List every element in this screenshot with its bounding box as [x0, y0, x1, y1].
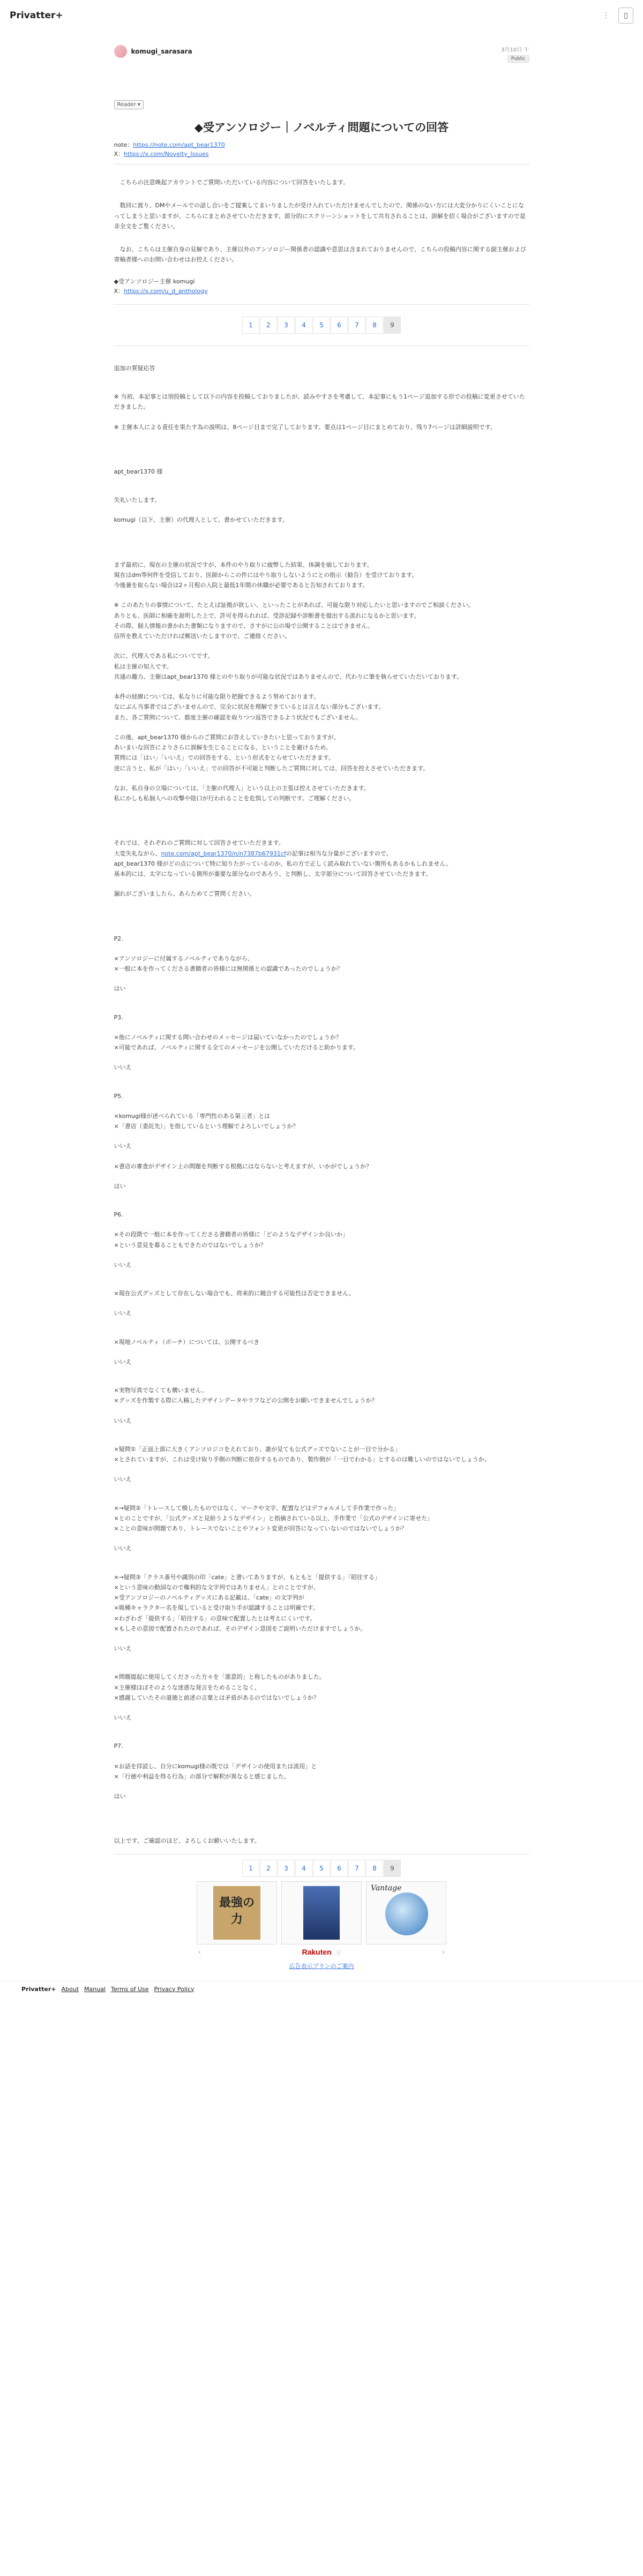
- body-line: いいえ: [114, 1358, 132, 1365]
- footer-brand[interactable]: Privatter+: [21, 1985, 56, 1993]
- body-line: まず最初に、現在の主催の状況ですが、本件のやり取りに疲弊した結果、体調を崩しております。: [114, 561, 373, 568]
- spacer: [114, 1347, 529, 1357]
- body-line: 共通の趣力、主催はapt_bear1370 様とのやり取りが可能な状況ではありませんので、代わりに筆を執らせていただいております。: [114, 673, 463, 680]
- spacer: [114, 1485, 529, 1503]
- chevron-left-icon[interactable]: ‹: [198, 1948, 201, 1956]
- body-line: いいえ: [114, 1143, 132, 1150]
- pagination-bottom: [114, 1860, 529, 1877]
- body-line: はい: [114, 985, 126, 993]
- page-button[interactable]: 7: [348, 1860, 365, 1877]
- spacer: [114, 1752, 529, 1761]
- reader-label: Reader: [117, 102, 136, 108]
- ad-info-link[interactable]: 広告表示プランのご案内: [289, 1962, 354, 1970]
- body-line: ×その段階で一般に本を作ってくださる書籍者の皆様に「どのようなデザインか良いか」: [114, 1231, 348, 1238]
- body-line: 基本的には、太字になっている箇所が重要な部分なのであろう、と判断し、太字部分について回答させていただきます。: [114, 870, 432, 878]
- body-line: 以上です。ご確認のほど、よろしくお願いいたします。: [114, 1837, 260, 1845]
- body-line: 信所を教えていただければ郵送いたしますので、ご連絡ください。: [114, 633, 291, 640]
- x-prefix: X：: [114, 151, 124, 158]
- post-container: [114, 31, 529, 1970]
- page-button[interactable]: 3: [278, 317, 295, 334]
- body-line: ×とされていますが、これは受け取り手側の判断に依存するものであり、製作側が「一目でわかる」とするのは難しいのではないでしょうか。: [114, 1456, 490, 1463]
- spacer: [114, 1220, 529, 1229]
- body-line: ×もしその意図で配置されたのであれば、そのデザイン意図をご説明いただけますでしょうか。: [114, 1625, 367, 1632]
- body-text-segment: の記事は相当な分量がございますので、: [286, 850, 392, 857]
- body-line: 私にかしも私個人への攻撃や陰口が行われることを危惧しての判断です。ご理解ください。: [114, 795, 355, 802]
- body-line: ×わざわざ「提供する」「昭往する」の意味で配置したとは考えにくいです。: [114, 1614, 316, 1622]
- visibility-badge: Public: [507, 55, 529, 63]
- expand-icon: ▾: [137, 102, 140, 108]
- top-actions: [599, 7, 633, 24]
- spacer: [114, 879, 529, 889]
- info-icon[interactable]: ⓘ: [335, 1950, 341, 1956]
- spacer: [114, 641, 529, 651]
- post-date: 3月10日 午: [501, 47, 529, 53]
- footer-link-privacy[interactable]: Privacy Policy: [154, 1985, 195, 1993]
- spacer: [114, 944, 529, 953]
- page-title: ◆受アンソロジー｜ノベルティ問題についての回答: [194, 121, 449, 134]
- page-button[interactable]: 4: [295, 317, 312, 334]
- body-line: いいえ: [114, 1545, 132, 1552]
- spacer: [114, 1319, 529, 1337]
- page-button[interactable]: 9: [384, 1860, 401, 1877]
- body-line: P3.: [114, 1013, 123, 1021]
- note-link-line: [114, 140, 529, 149]
- page-button[interactable]: 1: [242, 1860, 259, 1877]
- spacer: [114, 1801, 529, 1836]
- ad-carousel: [114, 1881, 529, 1944]
- body-line: なにぶん当事者ではございませんので、完全に状況を理解できているとは言えない部分もございます。: [114, 703, 385, 711]
- body-line: ×主催様ほぼそのような迷惑な発言をためることなく、: [114, 1684, 260, 1691]
- ad-card[interactable]: [197, 1881, 277, 1944]
- body-line: 追加の質疑応答: [114, 364, 155, 372]
- spacer: [114, 803, 529, 838]
- spacer: [114, 432, 529, 467]
- body-line: ×→疑問③「クラス番号や識別の印「cate」と書いてありますが、もともと「提供する」「昭往する」: [114, 1573, 380, 1581]
- body-line: 次に、代理人である私についてです。: [114, 652, 214, 660]
- spacer: [114, 373, 529, 392]
- body-line: あいまいな回答によりさらに誤解を生じることになる、ということを避けるため、: [114, 744, 332, 752]
- spacer: [114, 590, 529, 600]
- top-bar: [0, 0, 643, 31]
- body-line: ※ 主催本人による責任を果たす為の説明は、8ページ目まで完了しております。要点は1ページ目にまとめており、残り7ページは詳細説明です。: [114, 423, 496, 431]
- body-line: また、各ご質問について、都度主催の確認を取りつつ返答できるよう状況でもございません。: [114, 714, 362, 721]
- body-line: なお、私自身の立場については、「主催の代理人」という以上の主張は控えさせていただきます。: [114, 784, 370, 792]
- ad-card-text: 最強の力: [219, 1895, 255, 1926]
- signature-x-line: [114, 287, 529, 297]
- page-button[interactable]: 5: [313, 1860, 330, 1877]
- menu-icon[interactable]: ▯: [618, 7, 633, 24]
- body-line: ×という意見を募ることもできたのではないでしょうか？: [114, 1241, 266, 1249]
- body-line: apt_bear1370 様: [114, 468, 163, 475]
- body-line: P2.: [114, 935, 123, 942]
- body-line: ×問題提起に使用してくださった方々を「悪意的」と称したものがありました。: [114, 1673, 325, 1681]
- body-line: P6.: [114, 1211, 123, 1219]
- dots-icon[interactable]: ⋮: [602, 11, 610, 20]
- post-body: [114, 363, 529, 1846]
- body-line: P5.: [114, 1092, 123, 1100]
- footer-link-about[interactable]: About: [61, 1985, 79, 1993]
- body-line: 失礼いたします。: [114, 497, 161, 504]
- spacer: [114, 974, 529, 983]
- intro-paragraph: 数回に渡り、DMやメールでの話し合いをご提案してまいりましたが受け入れていただけませんでしたので、関係のない方には大変分かりにくいことになってしまうと思いますが、こちらにまとめさせていただきます。部分的にスクリーンショットをして共有されることは、誤解を招く場合がございますので是非全文をご覧ください。: [114, 202, 526, 230]
- body-line: この後、apt_bear1370 様からのご質問にお答えしていきたいと思っておりますが、: [114, 733, 340, 741]
- intro-paragraph: こちらの注意喚起アカウントでご質問いただいている内容について回答をいたします。: [119, 179, 349, 186]
- body-line: いいえ: [114, 1261, 132, 1268]
- body-line: ×「書店（委託先）」を指しているという理解でよろしいでしょうか？: [114, 1123, 299, 1130]
- spacer: [114, 1654, 529, 1672]
- signature: [114, 277, 529, 297]
- spacer: [114, 773, 529, 783]
- body-line: 漏れがございましたら、あらためてご質問ください。: [114, 890, 256, 898]
- body-line: いいえ: [114, 1714, 132, 1722]
- body-line: いいえ: [114, 1064, 132, 1071]
- body-line: その際、個人情報の書かれた書類になりますので、さすがに公の場で公開することはできません。: [114, 622, 373, 629]
- spacer: [114, 1250, 529, 1260]
- body-line: ×感謝していたその道徳と前述の言葉とは矛盾があるのではないでしょうか？: [114, 1694, 319, 1701]
- body-line: ×受アンソロジーのノベルティグッズにある記載は、「cate」の文字列が: [114, 1594, 304, 1602]
- body-line: ×→疑問②「トレースして模したものではなく、マークや文字、配置などはデフォルメして手作業で作った」: [114, 1504, 400, 1512]
- body-line: それでは、それぞれのご質問に対して回答させていただきます。: [114, 839, 285, 847]
- page-button[interactable]: 9: [384, 317, 401, 334]
- pagination-top: [114, 317, 529, 334]
- body-line: ×という意味の動詞なので権利的な文字列ではありません」とのことですが、: [114, 1583, 319, 1591]
- spacer: [114, 1782, 529, 1791]
- body-line: ×吸種キャラクター名を現していると受け取り手が認識することは明確です。: [114, 1604, 319, 1612]
- ad-card[interactable]: [281, 1881, 362, 1944]
- footer-link-manual[interactable]: Manual: [84, 1985, 106, 1993]
- spacer: [114, 1171, 529, 1181]
- spacer: [114, 1152, 529, 1161]
- spacer: [114, 1023, 529, 1032]
- spacer: [114, 1131, 529, 1141]
- body-line: 今後兼を取らない場合は2ヶ月程の入院と最低1年間の休職が必要であると告知されております。: [114, 582, 369, 589]
- body-line: ×可能であれば、ノベルティに関する全てのメッセージを公開していただけると助かります。: [114, 1044, 359, 1052]
- footer: [0, 1981, 643, 1997]
- spacer: [114, 1634, 529, 1643]
- ad-book-cover: [303, 1886, 340, 1940]
- spacer: [114, 1554, 529, 1572]
- body-line: ×ことの意味が問題であり、トレースでないことやフォント変更が回答になっていないのではないでしょうか？: [114, 1525, 407, 1533]
- spacer: [114, 525, 529, 560]
- page-button[interactable]: 2: [260, 1860, 277, 1877]
- body-line: いいえ: [114, 1645, 132, 1653]
- page-button[interactable]: 8: [366, 317, 383, 334]
- body-line: apt_bear1370 様がどの点について特に知りたがっているのか、私の方で正しく読み取れていない箇所もあるかもしれません。: [114, 860, 452, 867]
- signature-x-link[interactable]: https://x.com/u_d_anthology: [124, 288, 208, 295]
- spacer: [114, 1367, 529, 1385]
- body-line: ×とのことですが、「公式グッズと見紛うようなデザイン」と指摘されている以上、手作業で「公式のデザインに寄せた」: [114, 1514, 433, 1522]
- body-text-segment: 大変失礼ながら、: [114, 850, 161, 857]
- page-button[interactable]: 4: [295, 1860, 312, 1877]
- body-line: ×アンソロジーに付属するノベルティでありながら、: [114, 955, 253, 962]
- body-line: ありとも、医師に相確を説明した上で、許可を得られれば、受診記録や診断書を提出する流れになるかと思います。: [114, 612, 420, 619]
- body-line: はい: [114, 1182, 126, 1190]
- note-link[interactable]: https://note.com/apt_bear1370: [133, 141, 225, 148]
- body-line: ×「行徳や利益を得る行為」の部分で解釈が異なると感じました。: [114, 1773, 290, 1780]
- body-line: ※ このあたりの事情について、たとえば証拠が欲しい、といったことがあれば、可能な限り対応したいと思いますのでご相談ください。: [114, 602, 474, 609]
- app-brand[interactable]: Privatter+: [10, 10, 63, 21]
- body-line: ×実物写真でなくても構いません。: [114, 1387, 208, 1394]
- body-line: P7.: [114, 1743, 123, 1750]
- x-link[interactable]: https://x.com/Novelty_Issues: [124, 151, 209, 158]
- intro-paragraph: なお、こちらは主催自身の見解であり、主催以外のアンソロジー関係者の認識や意思は含まれておりませんので、こちらの投稿内容に関する副主催および寄稿者様へのお問い合わせはお控えください。: [114, 246, 526, 264]
- ad-nav: [198, 1948, 445, 1956]
- signature-x-prefix: X：: [114, 288, 124, 295]
- post-meta: [501, 45, 529, 63]
- body-line: ×一般に本を作ってくださる書籍者の皆様には無関係との認識であったのでしょうか？: [114, 965, 343, 973]
- page-button[interactable]: 3: [278, 1860, 295, 1877]
- spacer: [114, 682, 529, 692]
- spacer: [114, 899, 529, 934]
- body-line: いいえ: [114, 1476, 132, 1483]
- page-button[interactable]: 6: [331, 1860, 348, 1877]
- note-prefix: note：: [114, 141, 133, 148]
- page-button[interactable]: 7: [348, 317, 365, 334]
- body-line: いいえ: [114, 1417, 132, 1424]
- page-button[interactable]: 5: [313, 317, 330, 334]
- author-name[interactable]: komugi_sarasara: [131, 48, 192, 55]
- body-line: komugi（以下、主催）の代理人として、書かせていただきます。: [114, 516, 288, 524]
- body-line: 質問には「はい」「いいえ」での回答をする、という形式をとらせていただきます。: [114, 754, 334, 762]
- ad-card-text: Vantage: [371, 1883, 402, 1892]
- body-line: ×現地ノベルティ（ポーチ）については、公開するべき: [114, 1338, 260, 1346]
- spacer: [114, 1053, 529, 1062]
- ad-info-link-row: [114, 1962, 529, 1970]
- chevron-right-icon[interactable]: ›: [442, 1948, 445, 1956]
- spacer: [114, 723, 529, 732]
- spacer: [114, 994, 529, 1012]
- body-line: ×疑問①「正面上部に大きくアンソロジコをえれており、誰が見ても公式グッズでないことが一目で分かる」: [114, 1445, 401, 1453]
- ad-network-row: [302, 1948, 341, 1956]
- spacer: [114, 412, 529, 422]
- page-button[interactable]: 1: [242, 317, 259, 334]
- body-line: はい: [114, 1793, 126, 1800]
- page-button[interactable]: 8: [366, 1860, 383, 1877]
- spacer: [114, 1406, 529, 1416]
- body-line: ×お話を拝読し、自分にkomugi様の既では「デザインの使用または流用」と: [114, 1762, 317, 1770]
- ad-card[interactable]: [366, 1881, 446, 1944]
- footer-link-terms[interactable]: Terms of Use: [111, 1985, 149, 1993]
- body-line: ×komugi様が述べられている「専門性のある第三者」とは: [114, 1112, 271, 1120]
- reader-mode-button[interactable]: [114, 100, 144, 109]
- body-line: [114, 848, 529, 859]
- signature-name: ◆受アンソロジー主催 komugi: [114, 277, 195, 285]
- rakuten-logo[interactable]: Rakuten: [302, 1947, 332, 1956]
- article-link[interactable]: note.com/apt_bear1370/n/n7387b67931cf: [161, 850, 286, 857]
- body-line: 私は主催の知人です。: [114, 663, 173, 670]
- spacer: [114, 1426, 529, 1444]
- body-line: 現在はdm等何件を受信しており、医師からこの件にはやり取りしないようにとの指示（勧告）を受けております。: [114, 571, 418, 579]
- page-button[interactable]: 2: [260, 317, 277, 334]
- spacer: [114, 1191, 529, 1210]
- body-line: 逆に言うと、私が「はい」「いいえ」での回答が不可能と判断したご質問に対しては、回答を控えさせていただきます。: [114, 764, 429, 772]
- spacer: [114, 477, 529, 495]
- spacer: [114, 1270, 529, 1288]
- spacer: [114, 505, 529, 515]
- x-link-line: [114, 149, 529, 159]
- spacer: [114, 1703, 529, 1713]
- divider: [114, 304, 529, 305]
- ad-globe-image: [385, 1892, 428, 1935]
- spacer: [114, 1073, 529, 1091]
- body-line: ×他にノベルティに関する問い合わせのメッセージは届いていなかったのでしょうか？: [114, 1033, 342, 1041]
- avatar[interactable]: [114, 45, 127, 58]
- author-row: [114, 31, 529, 68]
- spacer: [114, 1534, 529, 1543]
- body-line: ×書店の審査がデザイン上の問題を判断する根拠にはならないと考えますが、いかがでしょうか？: [114, 1162, 372, 1170]
- body-line: いいえ: [114, 1310, 132, 1317]
- author[interactable]: [114, 45, 192, 58]
- spacer: [114, 1298, 529, 1308]
- spacer: [114, 1465, 529, 1474]
- body-line: ※ 当初、本記事とは別投稿として以下の内容を投稿しておりましたが、読みやすさを考慮して、本記事にもう1ページ追加する形での投稿に変更させていただきました。: [114, 393, 525, 411]
- body-line: ×現在公式グッズとして存在しない場合でも、将来的に競合する可能性は否定できません。: [114, 1290, 355, 1297]
- body-line: 本件の経緯については、私なりに可能な限り把握できるよう努めております。: [114, 693, 320, 701]
- page-button[interactable]: 6: [331, 317, 348, 334]
- body-line: ×グッズを作製する際に入稿したデザインデータやラフなどの公開をお願いできませんでしょうか？: [114, 1397, 378, 1405]
- spacer: [114, 1101, 529, 1111]
- spacer: [114, 1723, 529, 1741]
- ad-book-cover: [213, 1886, 260, 1940]
